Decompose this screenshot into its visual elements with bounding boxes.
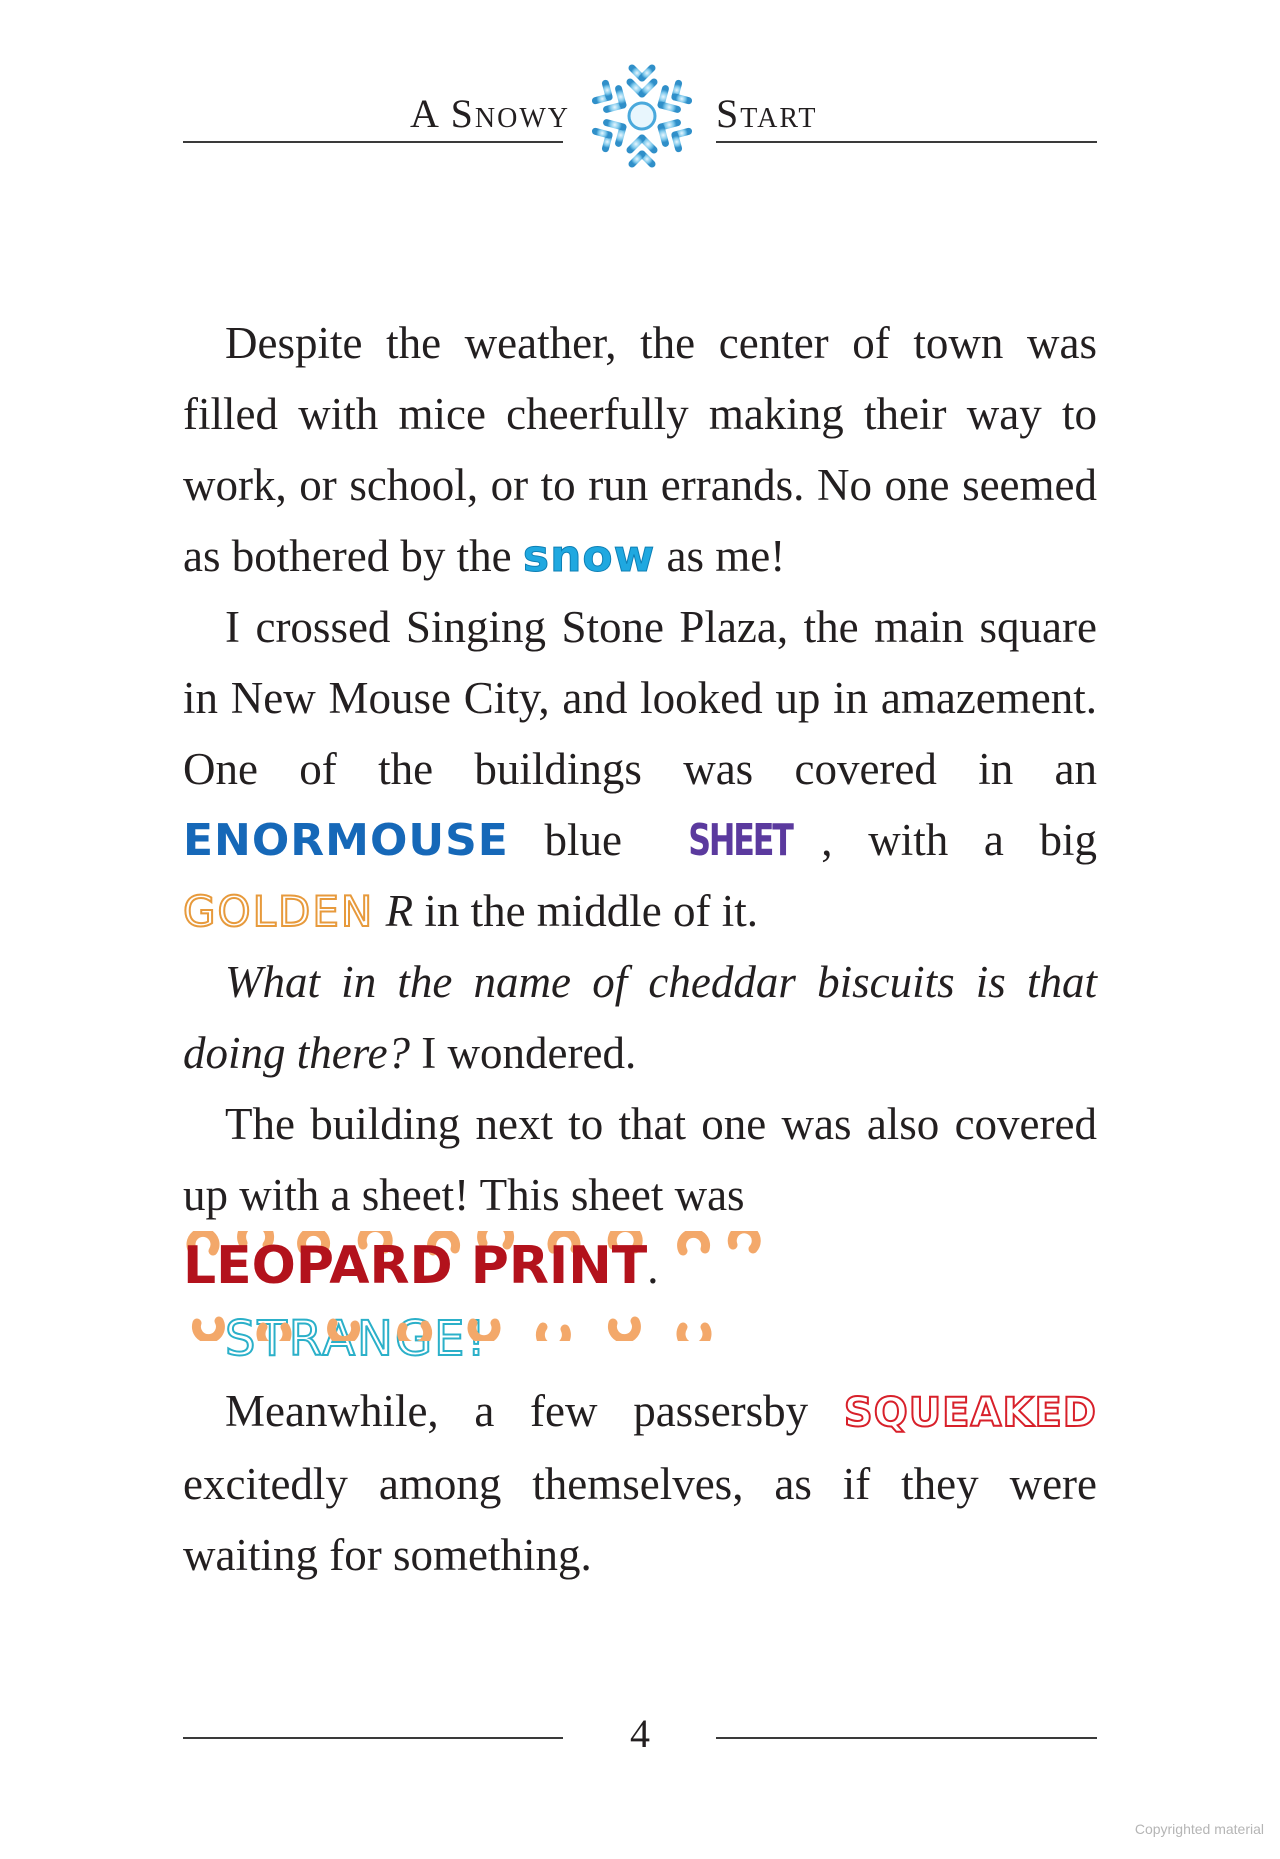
- header-title-right: Start: [716, 91, 818, 136]
- text-run: Despite the weather, the center of town was filled with mice cheerfully making their way to work, or school, or to run errands. No one seemed as bothered by the: [183, 318, 1097, 581]
- footer-rule-left: [183, 1737, 563, 1739]
- text-run: in the middle of it.: [413, 886, 759, 936]
- effect-word-strange: STRANGE!: [225, 1311, 488, 1367]
- effect-word-snow: snow: [522, 531, 656, 582]
- copyright-watermark: Copyrighted material: [1134, 1821, 1264, 1837]
- text-run: Meanwhile, a few passersby: [225, 1386, 844, 1436]
- paragraph-5: [183, 1304, 1097, 1376]
- italic-letter: R: [385, 886, 414, 936]
- effect-word-golden: GOLDEN: [183, 887, 375, 936]
- paragraph-2: [183, 592, 1097, 947]
- snowflake-icon: [582, 50, 702, 182]
- paragraph-6: [183, 1376, 1097, 1591]
- paragraph-3: [183, 947, 1097, 1089]
- header-rule-right: [716, 141, 1097, 143]
- text-run: excitedly among themselves, as if they were waiting for something.: [183, 1459, 1097, 1580]
- text-run: , with a big: [821, 815, 1097, 865]
- text-run: blue: [508, 815, 658, 865]
- text-run: .: [647, 1243, 659, 1293]
- footer-rule-right: [716, 1737, 1097, 1739]
- paragraph-1: [183, 308, 1097, 592]
- text-run: as me!: [655, 531, 786, 581]
- italic-thought: What in the name of cheddar biscuits is that doing there?: [183, 957, 1097, 1078]
- leopard-print-line: [183, 1231, 1097, 1304]
- header-title-left: A Snowy: [409, 91, 570, 136]
- effect-word-sheet: SHEET: [687, 815, 792, 866]
- effect-word-leopard-print: [183, 1231, 647, 1302]
- header-rule-left: [183, 141, 563, 143]
- text-run: The building next to that one was also covered up with a sheet! This sheet was: [183, 1099, 1097, 1220]
- effect-word-squeaked: SQUEAKED: [843, 1390, 1097, 1436]
- body-text: [183, 308, 1097, 1591]
- effect-word-enormouse: ENORMOUSE: [183, 815, 509, 866]
- text-run: I crossed Singing Stone Plaza, the main square in New Mouse City, and looked up in amazement. One of the buildings was covered in an: [183, 602, 1097, 794]
- paragraph-4: [183, 1089, 1097, 1231]
- leopard-print-label: LEOPARD PRINT: [183, 1236, 648, 1296]
- text-run: I wondered.: [410, 1028, 637, 1078]
- page-number: 4: [630, 1711, 650, 1756]
